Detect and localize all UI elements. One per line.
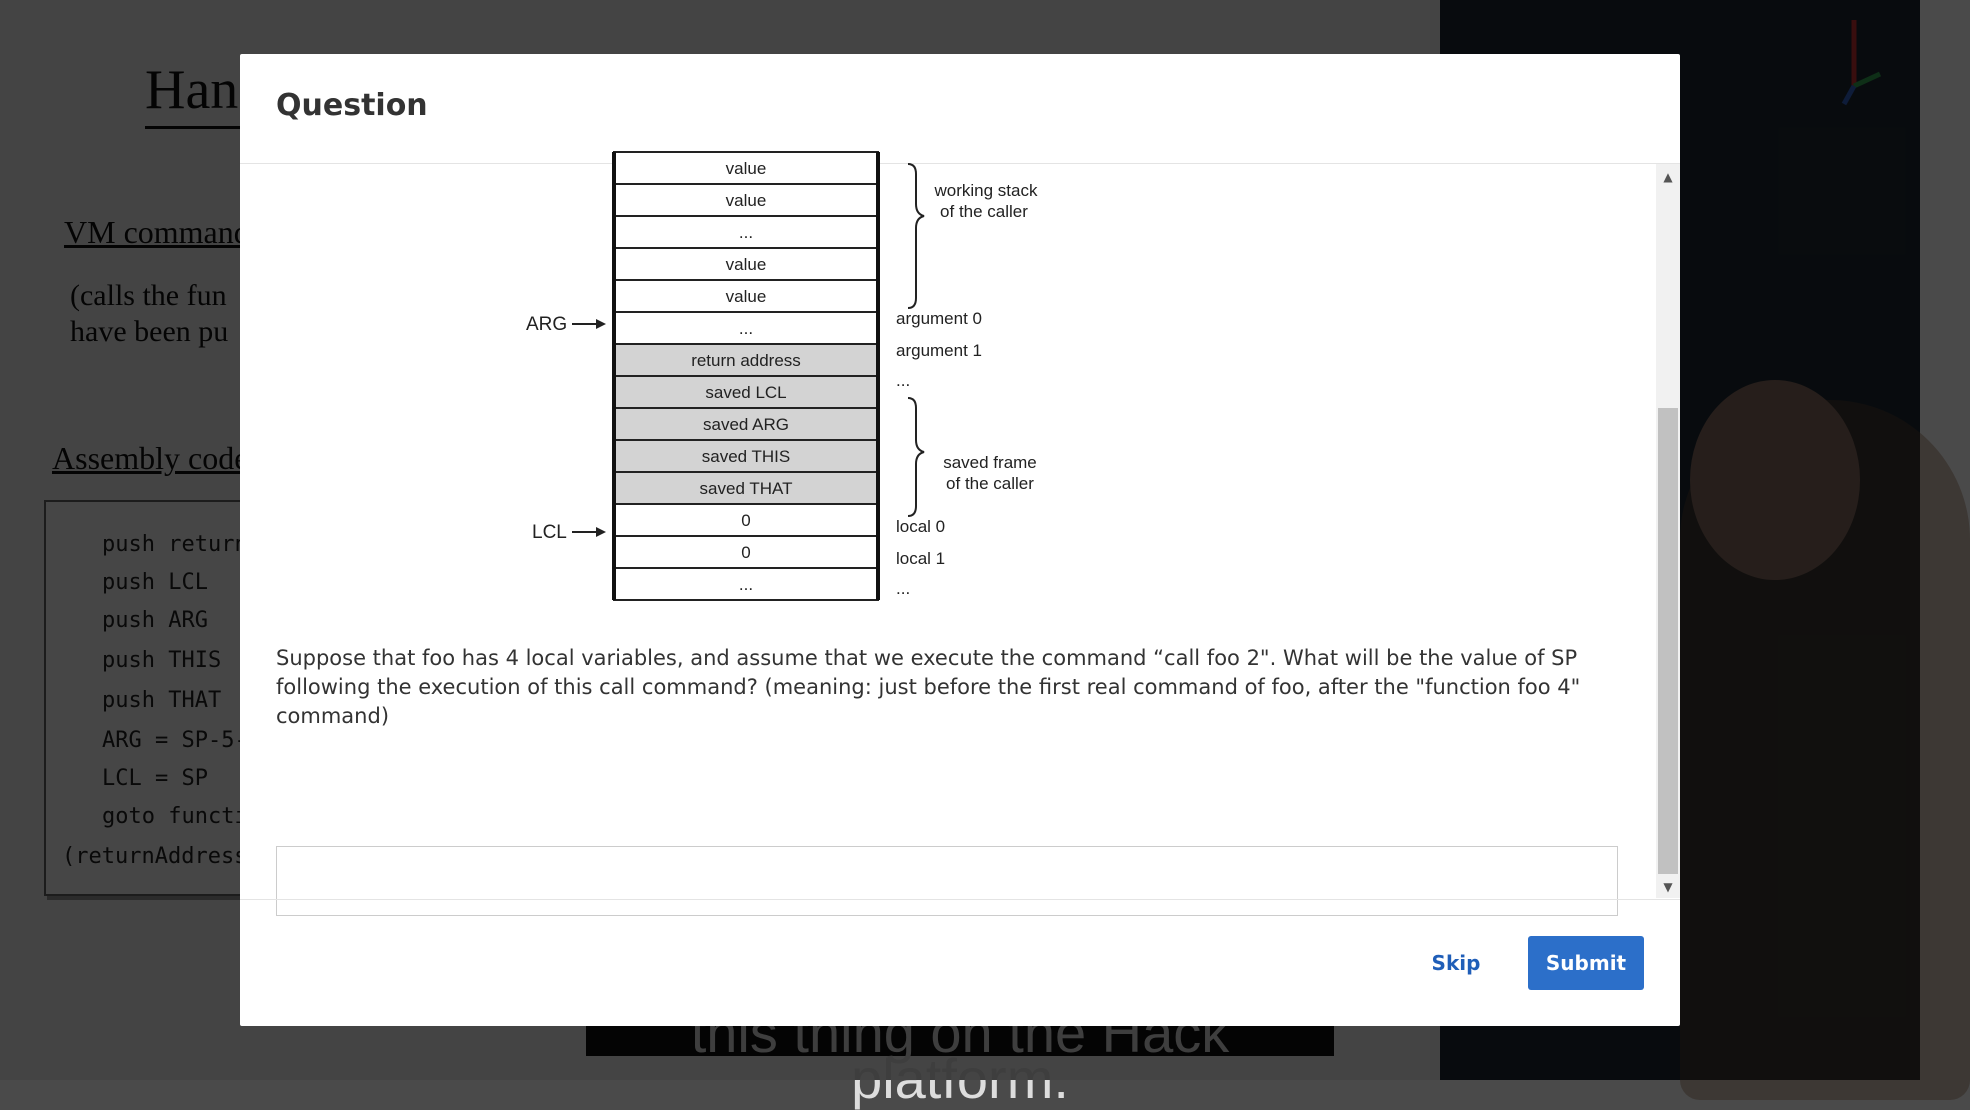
dialog-footer [240,899,1680,1027]
skip-button[interactable]: Skip [1408,936,1504,990]
stack-cell-label: value [725,159,767,178]
stack-cell-label: 0 [741,543,751,562]
stack-cell-label: saved THIS [701,447,791,466]
scrollbar-thumb[interactable] [1658,408,1678,874]
saved-frame-label: saved frame [943,453,1037,472]
dialog-scrollbar[interactable] [1656,164,1680,898]
local-0-label: local 0 [896,517,946,536]
argument-ellipsis: ... [896,371,911,390]
stack-cell-label: saved THAT [699,479,793,498]
saved-frame-label: of the caller [946,474,1034,493]
lcl-pointer-arrowhead [596,527,606,537]
local-1-label: local 1 [896,549,946,568]
arg-pointer-arrowhead [596,319,606,329]
stack-cell-label: return address [691,351,801,370]
question-dialog [240,54,1680,1026]
stack-frame-diagram [240,159,1240,664]
dialog-body [240,159,1680,898]
argument-1-label: argument 1 [896,341,982,360]
argument-0-label: argument 0 [896,309,982,328]
stack-cell-label: saved LCL [705,383,787,402]
scroll-up-icon[interactable]: ▲ [1663,170,1673,184]
working-stack-label: of the caller [940,202,1028,221]
stack-cell-label: 0 [741,511,751,530]
question-text: Suppose that foo has 4 local variables, and assume that we execute the command “call foo 2". What will be the value of SP following the execution of this call command? (meaning: just before the first real command of foo, after the "function foo 4" command) [276,646,1581,728]
saved-frame-brace [908,398,924,516]
dialog-header [240,54,1680,164]
stack-cell-label: ... [738,319,754,338]
working-stack-brace [908,164,924,308]
stack-cell-label: ... [738,575,754,594]
submit-button[interactable]: Submit [1528,936,1644,990]
dialog-title: Question [276,88,428,123]
arg-pointer-label: ARG [526,314,568,335]
lcl-pointer-label: LCL [532,522,567,543]
stack-cell-label: saved ARG [703,415,789,434]
stack-cell-label: value [725,287,767,306]
scroll-down-icon[interactable]: ▼ [1663,880,1673,894]
working-stack-label: working stack [934,181,1038,200]
stack-cell-label: value [725,191,767,210]
stack-cell-label: value [725,255,767,274]
stack-cell-label: ... [738,223,754,242]
local-ellipsis: ... [896,579,911,598]
